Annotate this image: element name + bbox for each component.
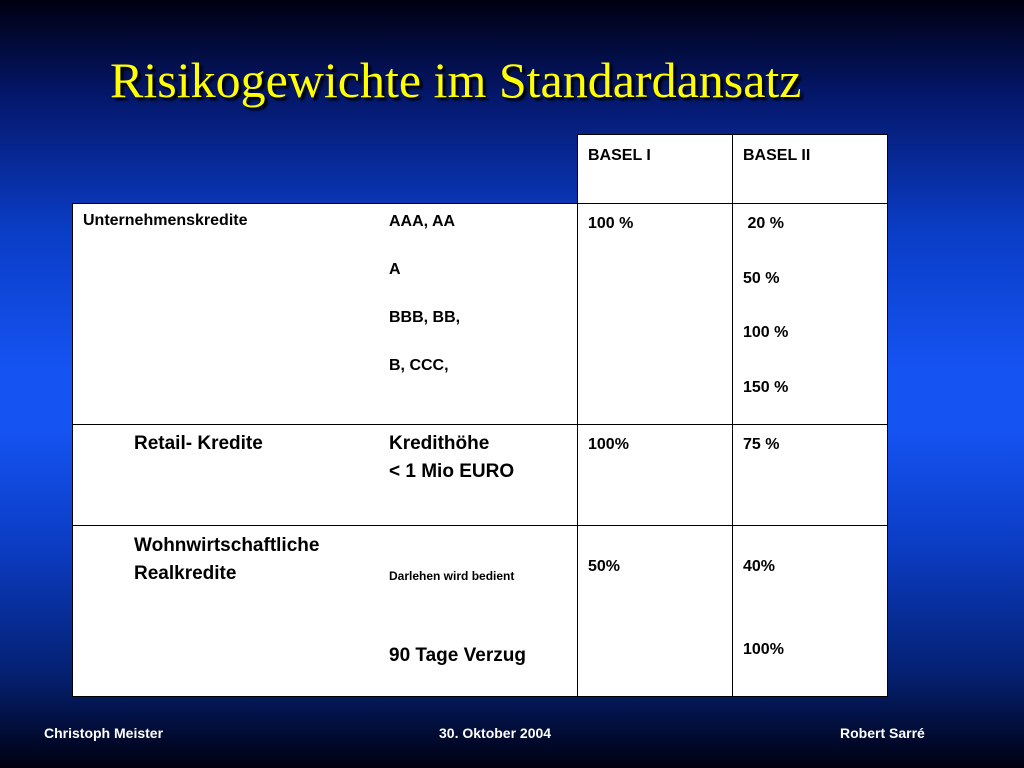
row-divider-2 — [72, 525, 888, 526]
basel-2-value: 20 % — [743, 215, 784, 232]
loan-condition: 90 Tage Verzug — [389, 645, 526, 666]
basel-2-value: 50 % — [743, 270, 780, 287]
row-category-line-1: Wohnwirtschaftliche — [134, 535, 320, 556]
loan-condition: Darlehen wird bedient — [389, 569, 515, 583]
header-basel-1: BASEL I — [588, 147, 651, 164]
basel-2-value: 150 % — [743, 379, 789, 396]
row-category: Retail- Kredite — [134, 433, 263, 454]
footer-date: 30. Oktober 2004 — [439, 725, 552, 741]
basel-2-value: 100 % — [743, 324, 789, 341]
credit-condition: Kredithöhe — [389, 433, 490, 454]
rating-condition: BBB, BB, — [389, 309, 461, 326]
basel-1-value: 100 % — [588, 215, 634, 232]
basel-1-value: 50% — [588, 558, 621, 575]
rating-condition: A — [389, 261, 401, 278]
header-basel-2: BASEL II — [743, 147, 811, 164]
column-divider-basel-1 — [577, 203, 578, 697]
rating-condition: AAA, AA — [389, 213, 456, 230]
slide-title: Risikogewichte im Standardansatz — [110, 52, 802, 108]
header-divider — [732, 134, 733, 204]
rating-condition: B, CCC, — [389, 357, 449, 374]
column-divider-basel-2 — [732, 203, 733, 697]
row-category-line-2: Realkredite — [134, 563, 237, 584]
basel-2-value: 40% — [743, 558, 776, 575]
basel-1-value: 100% — [588, 436, 629, 453]
row-divider-1 — [72, 424, 888, 425]
basel-2-value: 75 % — [743, 436, 780, 453]
footer-presenter: Robert Sarré — [840, 725, 925, 741]
row-category: Unternehmenskredite — [83, 212, 248, 229]
footer-author: Christoph Meister — [44, 725, 164, 741]
credit-condition: < 1 Mio EURO — [389, 461, 515, 482]
basel-2-value: 100% — [743, 641, 784, 658]
